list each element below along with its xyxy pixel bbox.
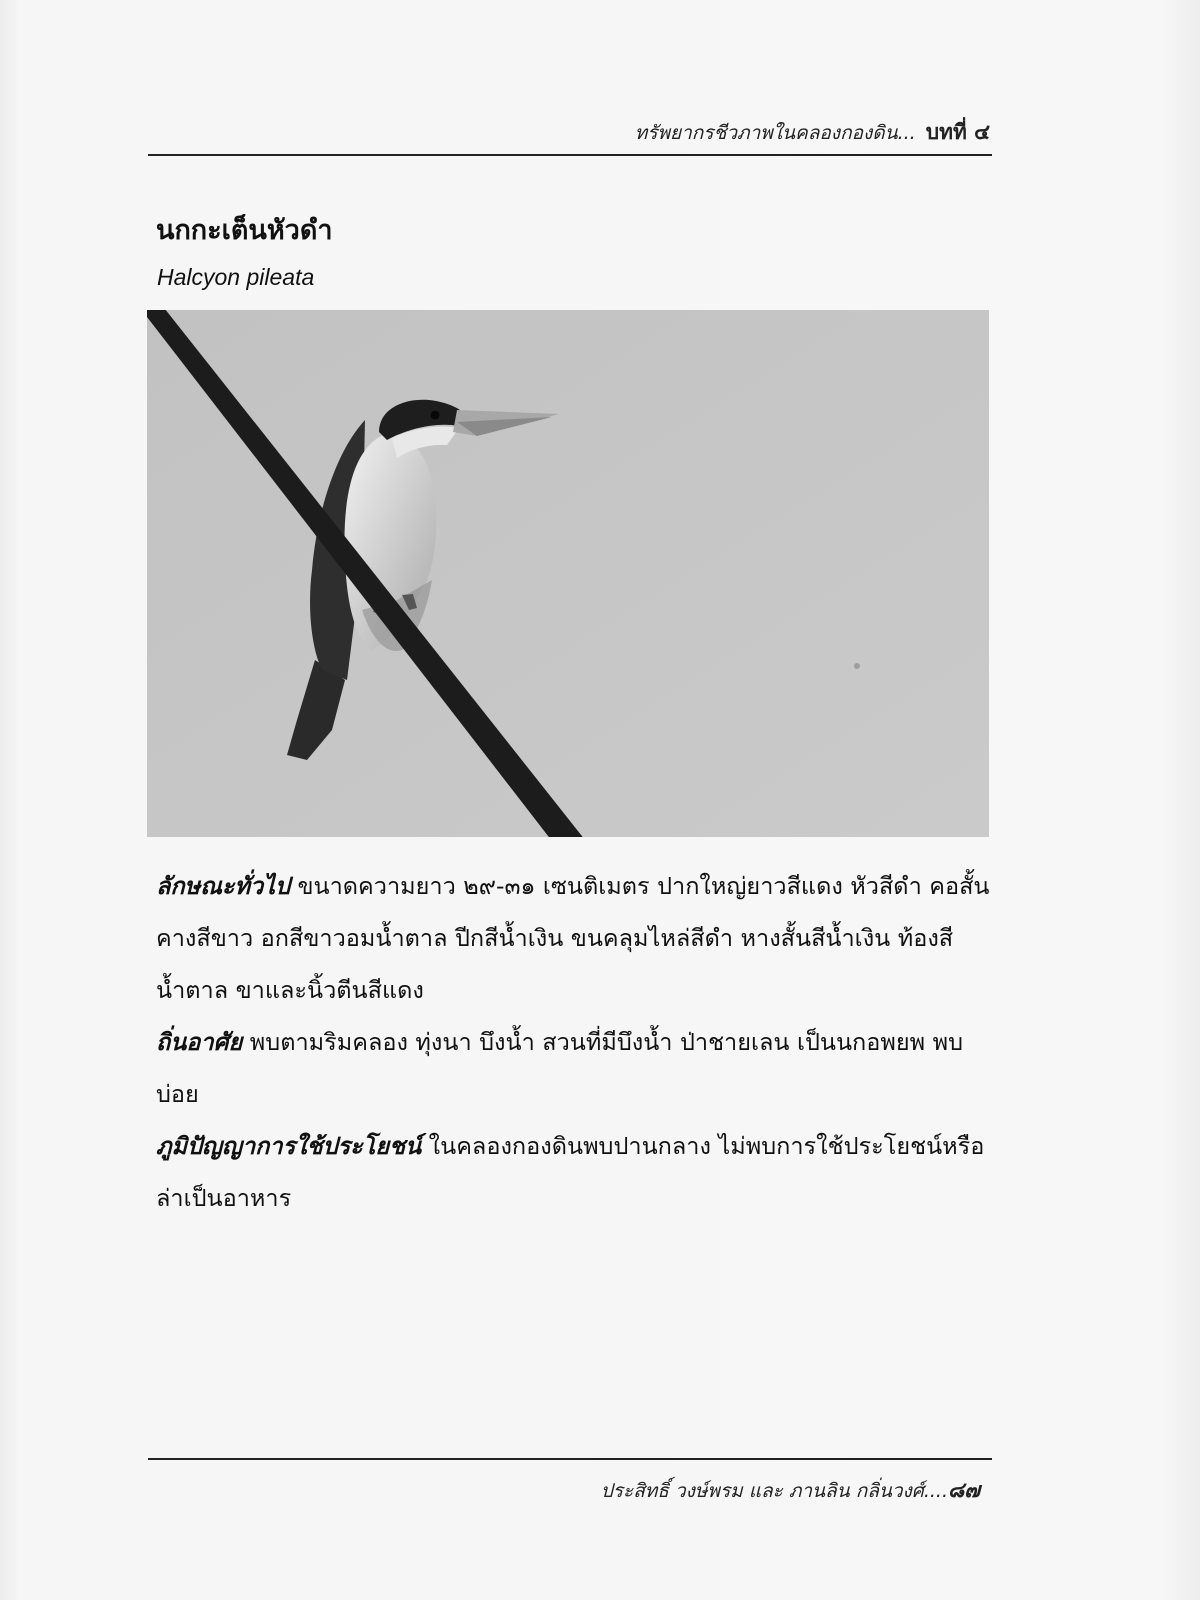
section-habitat [156, 1016, 992, 1120]
header-rule [148, 154, 992, 156]
section-usage [156, 1120, 992, 1224]
running-footer [150, 1474, 980, 1507]
kingfisher-photo [147, 310, 989, 837]
running-header [150, 116, 990, 149]
section-heading-usage: ภูมิปัญญาการใช้ประโยชน์ [156, 1132, 422, 1160]
footer-authors: ประสิทธิ์ วงษ์พรม และ ภานลิน กลิ่นวงศ์.... [600, 1480, 948, 1502]
page-number: ๘๗ [948, 1478, 980, 1502]
species-thai-name: นกกะเต็นหัวดำ [156, 215, 333, 246]
description [156, 860, 992, 1224]
section-text-usage: ในคลองกองดินพบปานกลาง ไม่พบการใช้ประโยชน์หรือล่าเป็นอาหาร [156, 1132, 985, 1212]
footer-rule [148, 1458, 992, 1460]
running-title: ทรัพยากรชีวภาพในคลองกองดิน... [634, 122, 916, 144]
section-general [156, 860, 992, 1016]
section-heading-habitat: ถิ่นอาศัย [156, 1028, 243, 1056]
chapter-label: บทที่ ๔ [925, 120, 990, 144]
species-scientific-name: Halcyon pileata [157, 264, 315, 290]
section-heading-general: ลักษณะทั่วไป [156, 872, 290, 900]
section-text-habitat: พบตามริมคลอง ทุ่งนา บึงน้ำ สวนที่มีบึงน้ำ ป่าชายเลน เป็นนกอพยพ พบบ่อย [156, 1028, 963, 1108]
section-text-general: ขนาดความยาว ๒๙-๓๑ เซนติเมตร ปากใหญ่ยาวสีแดง หัวสีดำ คอสั้น คางสีขาว อกสีขาวอมน้ำตาล ปีกสีน้ำเงิน ขนคลุมไหล่สีดำ หางสั้นสีน้ำเงิน ท้องสีน้ำตาล ขาและนิ้วตีนสีแดง [156, 872, 990, 1004]
